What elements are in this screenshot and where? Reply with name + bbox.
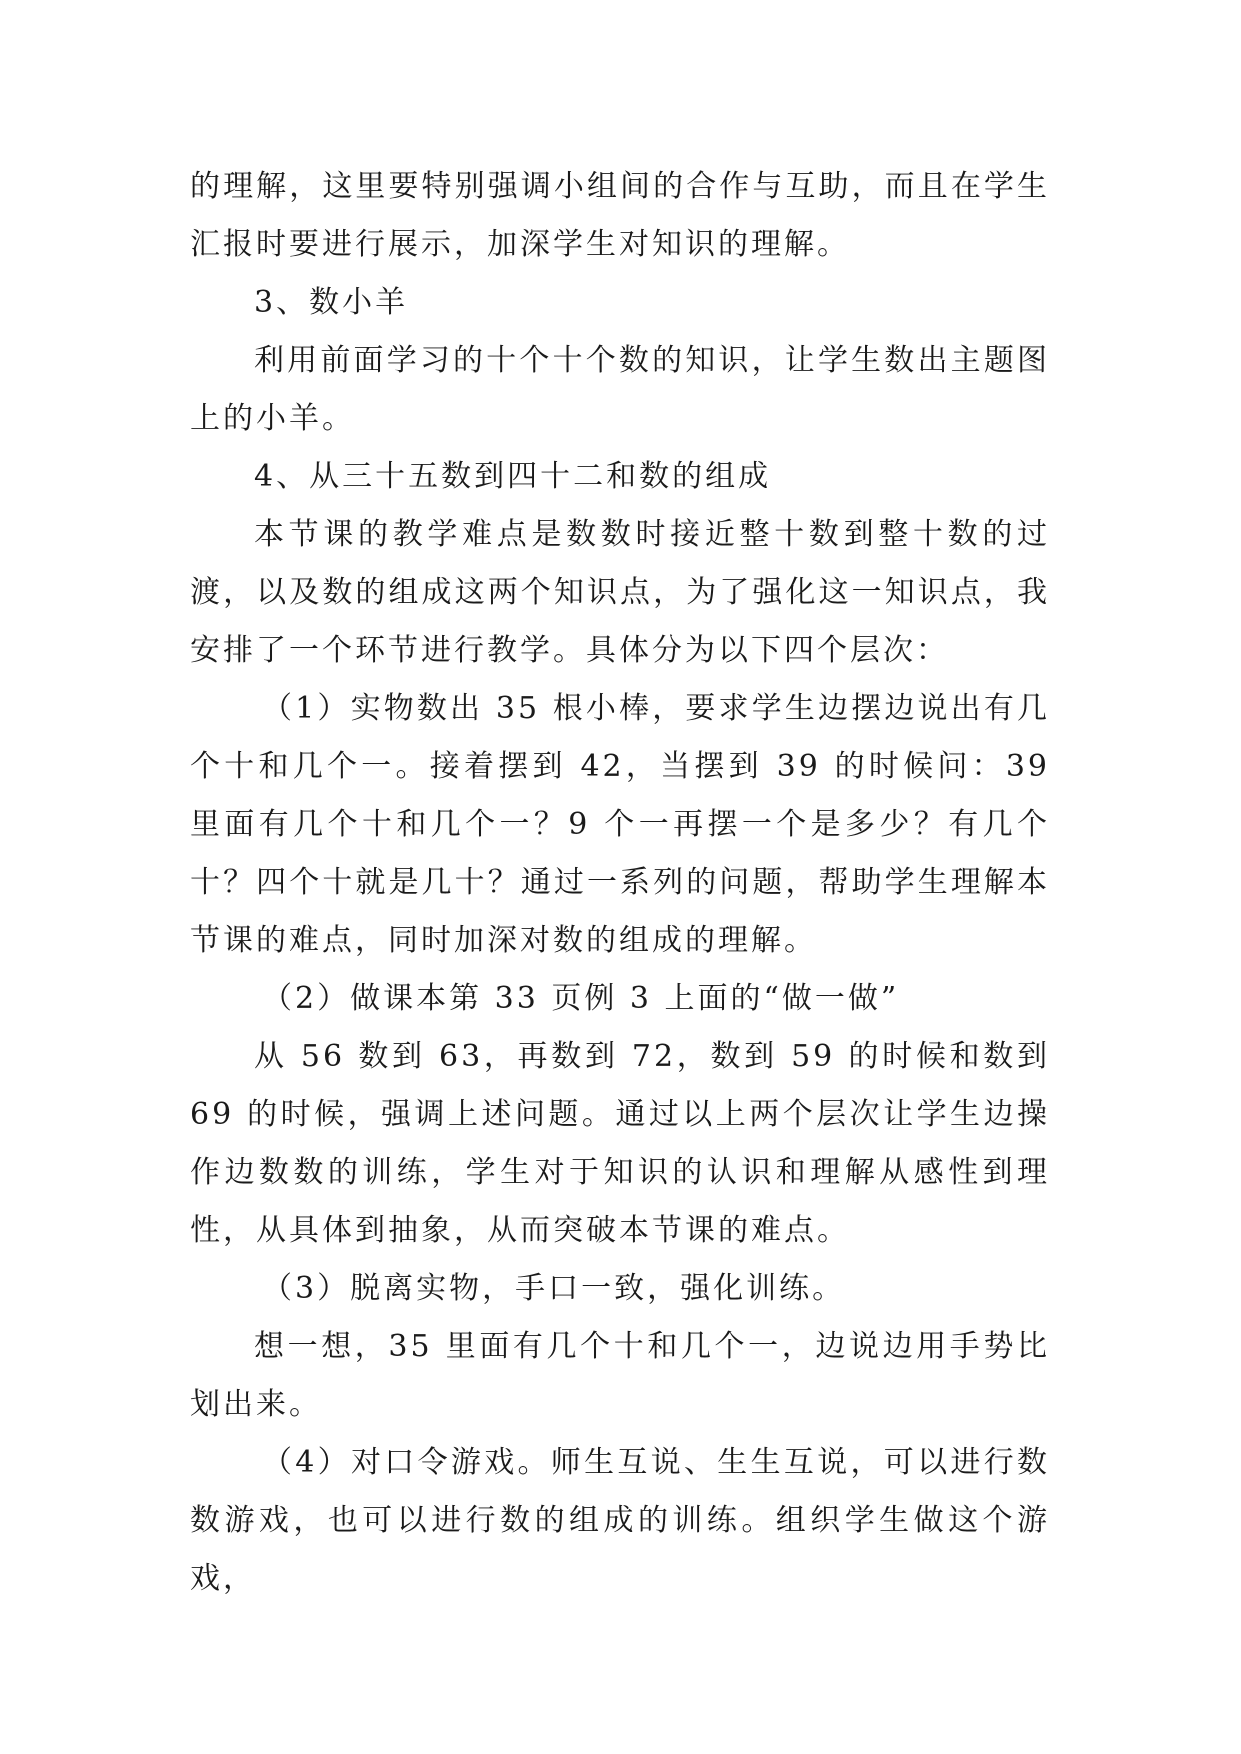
paragraph-count-56-to-72: 从 56 数到 63，再数到 72，数到 59 的时候和数到 69 的时候，强调上述问题。通过以上两个层次让学生边操作边数数的训练，学生对于知识的认识和理解从感性到理性，从具体到抽象，从而突破本节课的难点。 <box>190 1039 1050 1248</box>
paragraph-difficulty: 本节课的教学难点是数数时接近整十数到整十数的过渡，以及数的组成这两个知识点，为了强化这一知识点，我安排了一个环节进行教学。具体分为以下四个层次： <box>190 517 1050 668</box>
list-item-1: （1）实物数出 35 根小棒，要求学生边摆边说出有几个十和几个一。接着摆到 42，当摆到 39 的时候问：39 里面有几个十和几个一？9 个一再摆一个是多少？有几个十？四个十就是几十？通过一系列的问题，帮助学生理解本节课的难点，同时加深对数的组成的理解。 <box>190 691 1050 958</box>
section-heading-4: 4、从三十五数到四十二和数的组成 <box>254 459 772 494</box>
section-heading-3: 3、数小羊 <box>254 285 409 320</box>
paragraph-think: 想一想，35 里面有几个十和几个一，边说边用手势比划出来。 <box>190 1329 1050 1422</box>
list-item-3: （3）脱离实物，手口一致，强化训练。 <box>262 1271 846 1306</box>
document-body <box>190 158 1050 1608</box>
paragraph-count-sheep: 利用前面学习的十个十个数的知识，让学生数出主题图上的小羊。 <box>190 343 1050 436</box>
list-item-2: （2）做课本第 33 页例 3 上面的“做一做” <box>262 981 900 1016</box>
list-item-4: （4）对口令游戏。师生互说、生生互说，可以进行数数游戏，也可以进行数的组成的训练。组织学生做这个游戏， <box>190 1445 1050 1596</box>
paragraph-continuation: 的理解，这里要特别强调小组间的合作与互助，而且在学生汇报时要进行展示，加深学生对知识的理解。 <box>190 169 1050 262</box>
